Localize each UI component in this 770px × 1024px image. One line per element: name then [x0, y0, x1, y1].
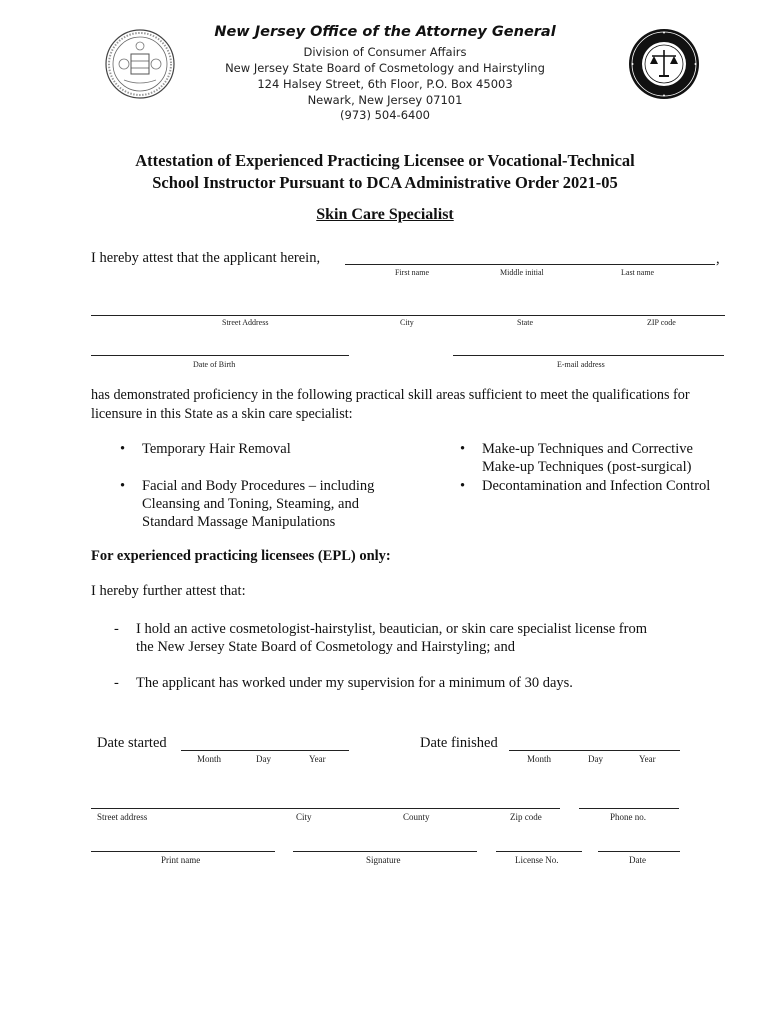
city-label: City	[400, 318, 414, 327]
supervisor-address-field[interactable]	[91, 808, 560, 809]
skill-temporary-hair-removal	[142, 440, 291, 458]
proficiency-line2: licensure in this State as a skin care specialist:	[91, 406, 353, 422]
last-name-label: Last name	[621, 268, 655, 277]
skill-text: Standard Massage Manipulations	[142, 514, 336, 530]
date-finished-field[interactable]	[509, 750, 680, 751]
print-name-field[interactable]	[91, 851, 275, 852]
epl-item-text: I hold an active cosmetologist-hairstylist, beautician, or skin care specialist license from	[136, 621, 647, 637]
finished-day-label: Day	[588, 754, 603, 764]
supervisor-phone-label: Phone no.	[610, 812, 646, 822]
skill-decontamination	[482, 477, 710, 495]
supervisor-zip-label: Zip code	[510, 812, 542, 822]
skill-text: • Facial and Body Procedures – including	[142, 478, 375, 494]
started-day-label: Day	[256, 754, 271, 764]
signature-field[interactable]	[293, 851, 477, 852]
started-month-label: Month	[197, 754, 222, 764]
nj-state-seal	[104, 28, 176, 100]
division-line: Division of Consumer Affairs	[303, 45, 467, 59]
date-started-field[interactable]	[181, 750, 349, 751]
city-line: Newark, New Jersey 07101	[307, 93, 463, 107]
sign-date-label: Date	[629, 855, 646, 865]
epl-heading: For experienced practicing licensees (EPL) only:	[91, 548, 391, 564]
dash-marker: -	[114, 621, 119, 637]
email-field[interactable]	[453, 355, 724, 356]
document-title-line2: School Instructor Pursuant to DCA Administrative Order 2021-05	[152, 173, 618, 192]
office-title: New Jersey Office of the Attorney General	[214, 24, 556, 40]
skill-text: Temporary Hair Removal	[142, 441, 291, 457]
epl-item-supervision	[114, 674, 573, 692]
state-label: State	[517, 318, 533, 327]
board-line: New Jersey State Board of Cosmetology and Hairstyling	[225, 61, 545, 75]
attorney-general-seal	[628, 28, 700, 100]
epl-item-text: The applicant has worked under my supervision for a minimum of 30 days.	[136, 675, 573, 691]
epl-item-license	[114, 620, 647, 656]
supervisor-city-label: City	[296, 812, 312, 822]
started-year-label: Year	[309, 754, 326, 764]
attest-lead: I hereby attest that the applicant herein,	[91, 250, 321, 266]
finished-month-label: Month	[527, 754, 552, 764]
applicant-address-field[interactable]	[91, 315, 725, 316]
skill-text: Make-up Techniques (post-surgical)	[482, 459, 692, 475]
document-title-line1: Attestation of Experienced Practicing Licensee or Vocational-Technical	[135, 151, 635, 170]
skill-facial-body-procedures	[142, 477, 374, 531]
document-subtitle: Skin Care Specialist	[316, 206, 454, 223]
supervisor-street-label: Street address	[97, 812, 148, 822]
first-name-label: First name	[395, 268, 429, 277]
date-started-label: Date started	[97, 735, 167, 751]
supervisor-county-label: County	[403, 812, 430, 822]
further-attest: I hereby further attest that:	[91, 583, 246, 599]
sign-date-field[interactable]	[598, 851, 680, 852]
date-of-birth-field[interactable]	[91, 355, 349, 356]
signature-label: Signature	[366, 855, 401, 865]
proficiency-line1: has demonstrated proficiency in the following practical skill areas sufficient to meet the qualifications for	[91, 387, 690, 403]
zip-code-label: ZIP code	[647, 318, 676, 327]
street-address-label: Street Address	[222, 318, 269, 327]
dash-marker: -	[114, 675, 119, 691]
skill-text: Cleansing and Toning, Steaming, and	[142, 496, 359, 512]
print-name-label: Print name	[161, 855, 201, 865]
phone-line: (973) 504-6400	[340, 108, 430, 122]
skill-makeup-techniques	[482, 440, 693, 476]
supervisor-phone-field[interactable]	[579, 808, 679, 809]
email-label: E-mail address	[557, 360, 605, 369]
epl-item-text: the New Jersey State Board of Cosmetology and Hairstyling; and	[136, 639, 515, 655]
finished-year-label: Year	[639, 754, 656, 764]
date-of-birth-label: Date of Birth	[193, 360, 236, 369]
date-finished-label: Date finished	[420, 735, 498, 751]
license-number-label: License No.	[515, 855, 559, 865]
street-line: 124 Halsey Street, 6th Floor, P.O. Box 45003	[257, 77, 513, 91]
applicant-name-field[interactable]	[345, 264, 715, 265]
name-comma: ,	[716, 251, 720, 267]
skill-text: Decontamination and Infection Control	[482, 478, 711, 494]
license-number-field[interactable]	[496, 851, 582, 852]
skill-text: • Make-up Techniques and Corrective	[482, 441, 693, 457]
middle-initial-label: Middle initial	[500, 268, 544, 277]
